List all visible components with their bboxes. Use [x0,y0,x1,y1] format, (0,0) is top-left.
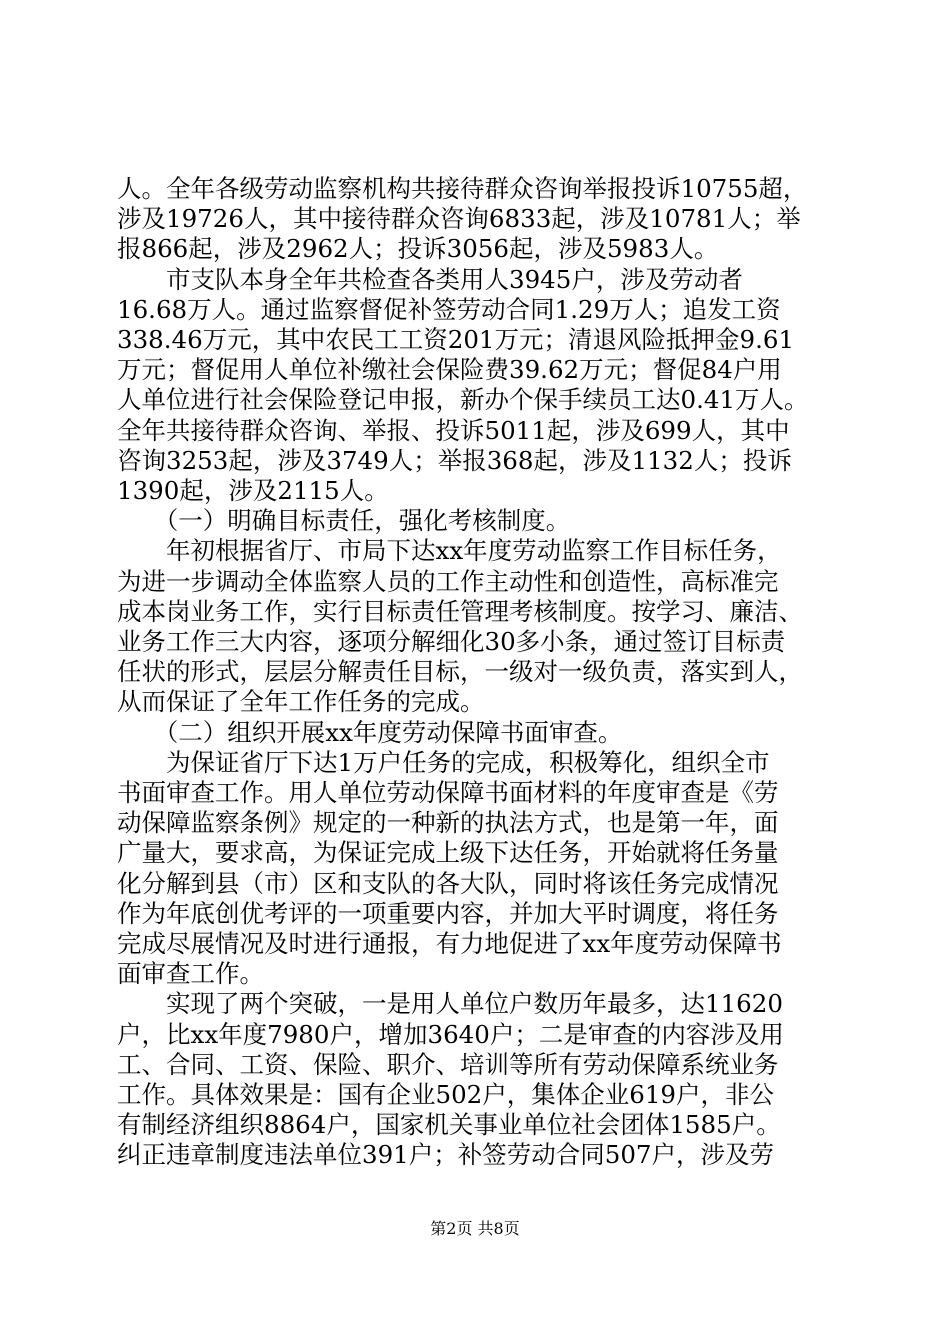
text-line: 人。全年各级劳动监察机构共接待群众咨询举报投诉10755超， [117,174,808,203]
text-line: 作为年底创优考评的一项重要内容，并加大平时调度，将任务 [117,898,779,928]
text-line: 人单位进行社会保险登记申报，新办个保手续员工达0.41万人。 [117,385,809,415]
text-line: 年初根据省厅、市局下达xx年度劳动监察工作目标任务， [117,536,782,566]
text-line: 涉及19726人，其中接待群众咨询6833起，涉及10781人；举 [117,204,801,234]
text-line: 纠正违章制度违法单位391户；补签劳动合同507户，涉及劳 [117,1140,775,1170]
text-line: 报866起，涉及2962人；投诉3056起，涉及5983人。 [117,234,719,264]
text-line: 咨询3253起，涉及3749人；举报368起，涉及1132人；投诉 [117,445,792,475]
text-line: 为保证省厅下达1万户任务的完成，积极筹化，组织全市 [117,747,770,777]
text-line: 工、合同、工资、保险、职介、培训等所有劳动保障系统业务 [117,1049,779,1079]
text-line: 任状的形式，层层分解责任目标，一级对一级负责，落实到人， [117,657,803,687]
text-line: 从而保证了全年工作任务的完成。 [117,687,485,717]
text-line: 有制经济组织8864户，国家机关事业单位社会团体1585户。 [117,1110,781,1140]
text-line: 1390起，涉及2115人。 [117,476,389,505]
text-line: 万元；督促用人单位补缴社会保险费39.62万元；督促84户用 [117,355,782,385]
text-line: 实现了两个突破，一是用人单位户数历年最多，达11620 [117,989,783,1019]
text-line: 户，比xx年度7980户，增加3640户；二是审查的内容涉及用 [117,1019,784,1049]
text-line: 面审查工作。 [117,959,264,989]
text-line: 成本岗业务工作，实行目标责任管理考核制度。按学习、廉洁、 [117,596,803,626]
text-line: 全年共接待群众咨询、举报、投诉5011起，涉及699人，其中 [117,415,790,445]
text-line: 动保障监察条例》规定的一种新的执法方式，也是第一年，面 [117,808,779,838]
text-line: 书面审查工作。用人单位劳动保障书面材料的年度审查是《劳 [117,778,779,807]
text-line: 化分解到县（市）区和支队的各大队，同时将该任务完成情况 [117,868,779,898]
section-heading: （一）明确目标责任，强化考核制度。 [117,506,571,536]
section-heading: （二）组织开展xx年度劳动保障书面审查。 [117,717,623,747]
text-line: 业务工作三大内容，逐项分解细化30多小条，通过签订目标责 [117,627,786,656]
text-line: 市支队本身全年共检查各类用人3945户，涉及劳动者 [117,264,743,294]
page-number-footer: 第2页 共8页 [430,1219,520,1238]
text-line: 为进一步调动全体监察人员的工作主动性和创造性，高标准完 [117,566,779,596]
text-line: 338.46万元，其中农民工工资201万元；清退风险抵押金9.61 [117,325,795,354]
text-line: 广量大，要求高，为保证完成上级下达任务，开始就将任务量 [117,838,779,868]
text-line: 16.68万人。通过监察督促补签劳动合同1.29万人；追发工资 [117,294,781,324]
text-line: 工作。具体效果是：国有企业502户，集体企业619户，非公 [117,1080,775,1109]
text-line: 完成尽展情况及时进行通报，有力地促进了xx年度劳动保障书 [117,929,782,958]
